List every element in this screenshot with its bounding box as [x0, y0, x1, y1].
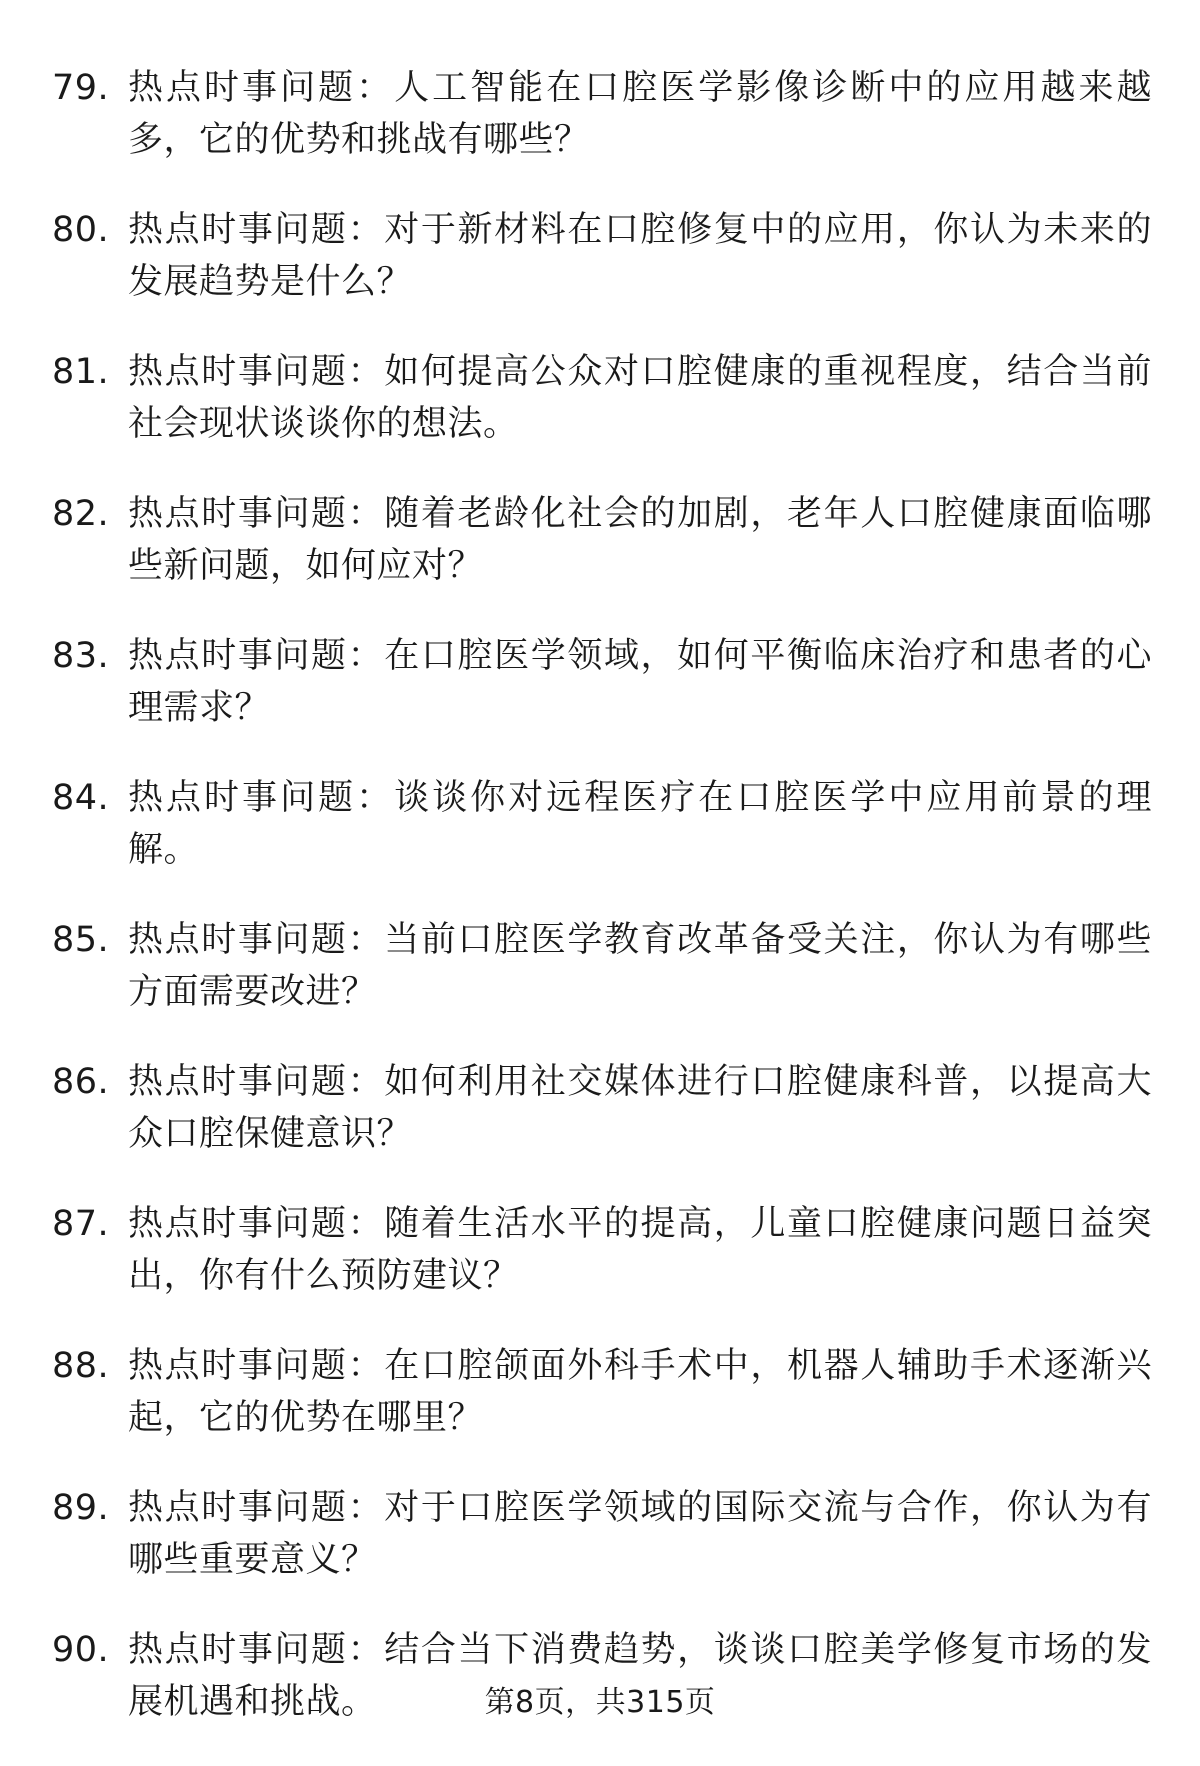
question-number: 81. [52, 352, 110, 392]
question-text: 热点时事问题：随着生活水平的提高，儿童口腔健康问题日益突出，你有什么预防建议？ [128, 1204, 1152, 1296]
page-footer: 第8页，共315页 [484, 1685, 716, 1720]
question-item [52, 914, 1152, 1018]
question-number: 89. [52, 1488, 110, 1528]
question-text: 热点时事问题：谈谈你对远程医疗在口腔医学中应用前景的理解。 [128, 778, 1152, 870]
question-item [52, 630, 1152, 734]
question-item [52, 204, 1152, 308]
question-text: 热点时事问题：当前口腔医学教育改革备受关注，你认为有哪些方面需要改进？ [128, 920, 1152, 1012]
question-text: 热点时事问题：结合当下消费趋势，谈谈口腔美学修复市场的发展机遇和挑战。 [128, 1630, 1152, 1722]
question-number: 86. [52, 1062, 110, 1102]
question-item [52, 62, 1152, 166]
question-item [52, 1056, 1152, 1160]
question-number: 79. [52, 68, 110, 108]
question-text: 热点时事问题：如何利用社交媒体进行口腔健康科普，以提高大众口腔保健意识？ [128, 1062, 1152, 1154]
question-text: 热点时事问题：随着老龄化社会的加剧，老年人口腔健康面临哪些新问题，如何应对？ [128, 494, 1152, 586]
question-number: 80. [52, 210, 110, 250]
question-number: 83. [52, 636, 110, 676]
question-text: 热点时事问题：如何提高公众对口腔健康的重视程度，结合当前社会现状谈谈你的想法。 [128, 352, 1152, 444]
question-number: 88. [52, 1346, 110, 1386]
question-text: 热点时事问题：在口腔医学领域，如何平衡临床治疗和患者的心理需求？ [128, 636, 1152, 728]
question-number: 84. [52, 778, 110, 818]
question-item [52, 488, 1152, 592]
question-number: 87. [52, 1204, 110, 1244]
question-number: 82. [52, 494, 110, 534]
question-item [52, 1482, 1152, 1586]
question-text: 热点时事问题：对于口腔医学领域的国际交流与合作，你认为有哪些重要意义？ [128, 1488, 1152, 1580]
question-text: 热点时事问题：人工智能在口腔医学影像诊断中的应用越来越多，它的优势和挑战有哪些？ [128, 68, 1152, 160]
question-item [52, 1340, 1152, 1444]
question-item [52, 772, 1152, 876]
question-text: 热点时事问题：对于新材料在口腔修复中的应用，你认为未来的发展趋势是什么？ [128, 210, 1152, 302]
question-number: 85. [52, 920, 110, 960]
question-list [52, 62, 1152, 1766]
question-item [52, 346, 1152, 450]
question-number: 90. [52, 1630, 110, 1670]
question-item [52, 1198, 1152, 1302]
question-text: 热点时事问题：在口腔颌面外科手术中，机器人辅助手术逐渐兴起，它的优势在哪里？ [128, 1346, 1152, 1438]
